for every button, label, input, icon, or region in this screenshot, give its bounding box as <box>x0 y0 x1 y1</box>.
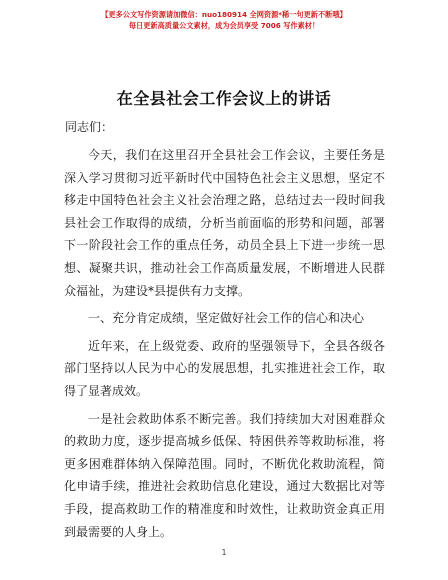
promo-header <box>0 10 448 31</box>
paragraph-intro: 今天，我们在这里召开全县社会工作会议，主要任务是深入学习贯彻习近平新时代中国特色社会主义思想，坚定不移走中国特色社会主义社会治理之路，总结过去一段时间我县社会工作取得的成绩，分析当前面临的形势和问题，部署下一阶段社会工作的重点任务，动员全县上下进一步统一思想、凝聚共识，推动社会工作高质量发展，不断增进人民群众福祉，为建设*县提供有力支撑。 <box>64 148 385 298</box>
promo-banner-line-1: 【更多公文写作资源请加微信：nuo180914 全网资源*稀一句更新不断哦】 <box>101 10 347 19</box>
document-title: 在全县社会工作会议上的讲话 <box>116 89 332 108</box>
page-number: 1 <box>221 548 227 557</box>
greeting: 同志们： <box>65 120 114 134</box>
section-heading: 一、充分肯定成绩，坚定做好社会工作的信心和决心 <box>88 311 365 326</box>
promo-banner-line-2: 每日更新高质量公文素材，成为会员享受 7006 写作素材！ <box>128 21 320 30</box>
paragraph-social-assistance: 一是社会救助体系不断完善。我们持续加大对困难群众的救助力度，逐步提高城乡低保、特困供养等救助标准，将更多困难群体纳入保障范围。同时，不断优化救助流程，简化申请手续，推进社会救助信息化建设，通过大数据比对等手段，提高救助工作的精准度和时效性，让救助资金真正用到最需要的人身上。 <box>64 411 385 539</box>
paragraph-achievements: 近年来，在上级党委、政府的坚强领导下，全县各级各部门坚持以人民为中心的发展思想，扎实推进社会工作，取得了显著成效。 <box>64 338 385 398</box>
document-body <box>64 144 385 548</box>
